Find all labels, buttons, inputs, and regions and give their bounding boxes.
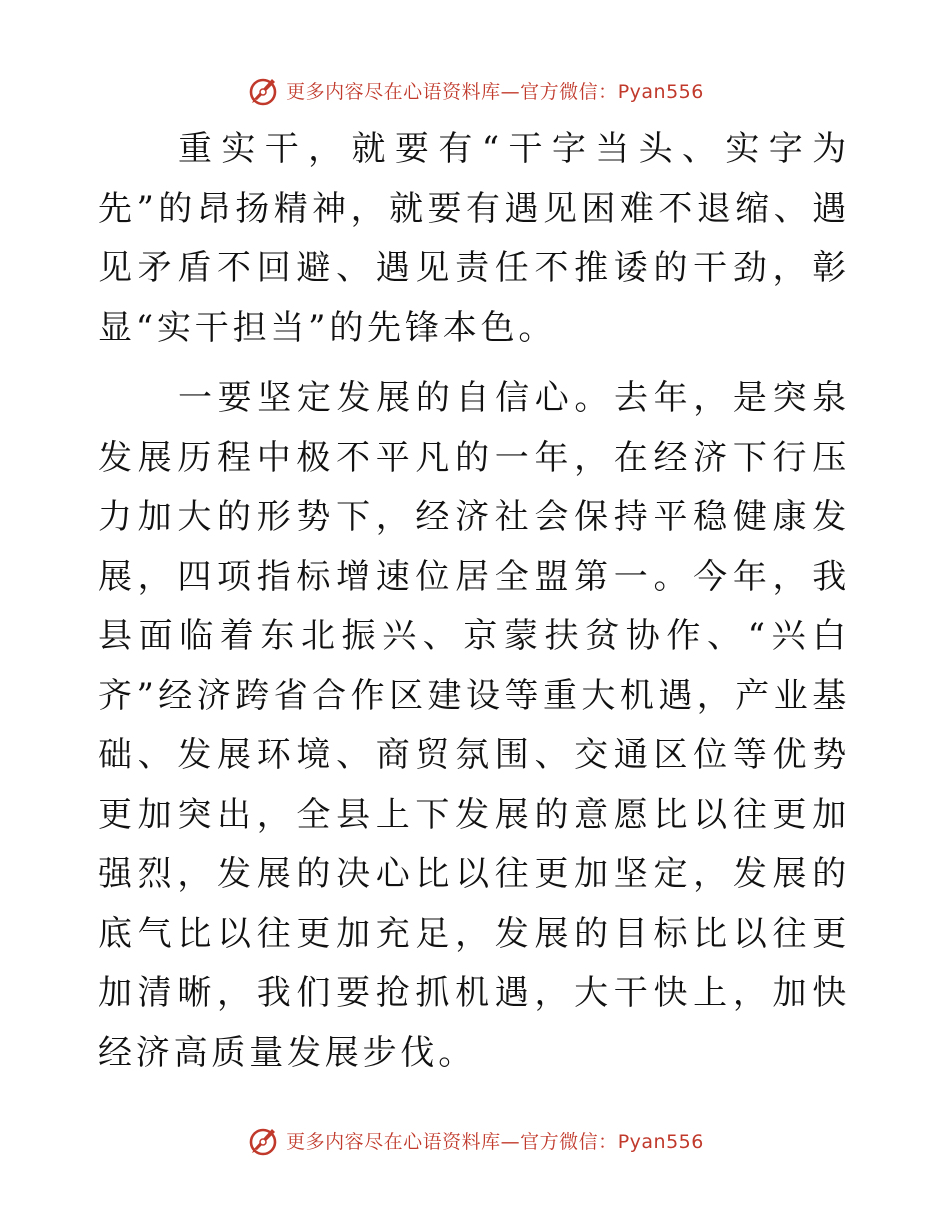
header-banner (0, 70, 950, 110)
banner-wechat-id: Pyan556 (617, 1130, 704, 1153)
banner-separator: — (500, 80, 521, 103)
banner-text (286, 1127, 704, 1154)
banner-wechat-id: Pyan556 (617, 80, 704, 103)
quill-pen-logo-icon (246, 73, 280, 107)
paragraph-1: 重实干，就要有“干字当头、实字为先”的昂扬精神，就要有遇见困难不退缩、遇见矛盾不回避、遇见责任不推诿的干劲，彰显“实干担当”的先锋本色。 (98, 129, 850, 348)
banner-main-text: 更多内容尽在心语资料库 (286, 80, 501, 103)
banner-wechat-label: 官方微信： (520, 1130, 618, 1153)
banner-wechat-label: 官方微信： (520, 80, 618, 103)
banner-text (286, 77, 704, 104)
document-body (98, 120, 850, 1083)
paragraph-2: 一要坚定发展的自信心。去年，是突泉发展历程中极不平凡的一年，在经济下行压力加大的形势下，经济社会保持平稳健康发展，四项指标增速位居全盟第一。今年，我县面临着东北振兴、京蒙扶贫协作、“兴白齐”经济跨省合作区建设等重大机遇，产业基础、发展环境、商贸氛围、交通区位等优势更加突出，全县上下发展的意愿比以往更加强烈，发展的决心比以往更加坚定，发展的底气比以往更加充足，发展的目标比以往更加清晰，我们要抢抓机遇，大干快上，加快经济高质量发展步伐。 (98, 378, 850, 1073)
footer-banner (0, 1120, 950, 1160)
banner-main-text: 更多内容尽在心语资料库 (286, 1130, 501, 1153)
quill-pen-logo-icon (246, 1123, 280, 1157)
banner-separator: — (500, 1130, 521, 1153)
